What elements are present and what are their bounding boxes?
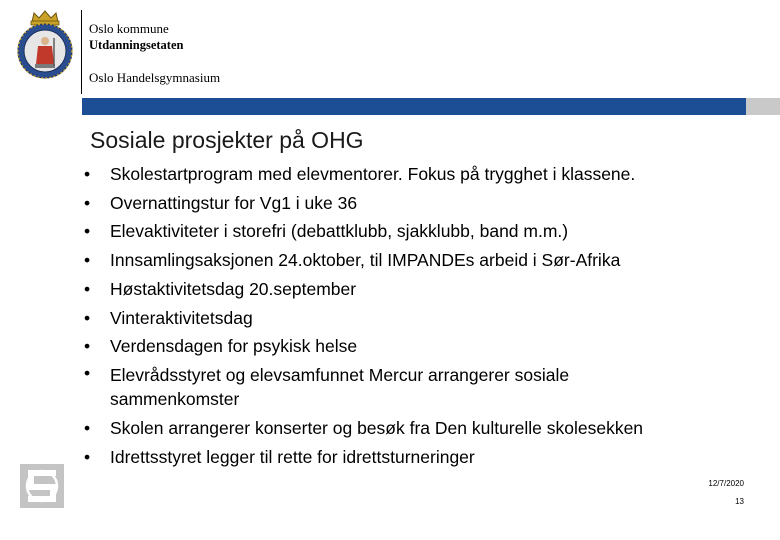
list-item-text: Elevaktiviteter i storefri (debattklubb, sjakklubb, band m.m.) [110,221,569,242]
bullet-marker: • [84,164,91,184]
list-item-text: Elevrådsstyret og elevsamfunnet Mercur arrangerer sosiale sammenkomster [110,364,570,410]
oslo-coat-of-arms-icon [14,8,76,80]
list-item-text: Vinteraktivitetsdag [110,307,253,328]
bullet-marker: • [84,250,91,271]
school-emblem-icon [20,464,64,508]
list-item [84,217,754,246]
bullet-marker: • [84,221,91,242]
school-name: Oslo Handelsgymnasium [89,70,221,85]
list-item [84,443,754,472]
list-item [84,189,754,218]
bullet-marker: • [84,192,91,213]
bullet-marker: • [84,417,91,438]
list-item-text: Innsamlingsaksjonen 24.oktober, til IMPANDEs arbeid i Sør-Afrika [110,250,621,271]
bullet-marker: • [84,446,91,467]
list-item [84,361,650,414]
list-item-text: Skolestartprogram med elevmentorer. Fokus på trygghet i klassene. [110,164,636,184]
slide-date: 12/7/2020 [708,479,744,488]
list-item-text: Skolen arrangerer konserter og besøk fra Den kulturelle skolesekken [110,417,644,438]
bullet-marker: • [84,278,91,299]
list-item [84,304,754,333]
bullet-marker: • [84,307,91,328]
org-name: Oslo kommune [89,21,169,36]
header-accent-bar [82,98,746,115]
list-item-text: Verdensdagen for psykisk helse [110,336,358,357]
header-side-bar [746,98,780,115]
bullet-marker: • [84,362,91,383]
list-item [84,246,754,275]
list-item [84,332,754,361]
list-item [84,414,754,443]
slide-title: Sosiale prosjekter på OHG [90,127,364,153]
list-item-text: Idrettsstyret legger til rette for idrettsturneringer [110,446,475,467]
bullet-marker: • [84,336,91,357]
page-number: 13 [735,497,744,506]
list-item-text: Høstaktivitetsdag 20.september [110,278,357,299]
bullet-list [84,160,754,471]
list-item [84,160,754,189]
header-divider [81,10,82,94]
list-item-text: Overnattingstur for Vg1 i uke 36 [110,192,358,213]
list-item [84,275,754,304]
department-name: Utdanningsetaten [89,38,184,52]
